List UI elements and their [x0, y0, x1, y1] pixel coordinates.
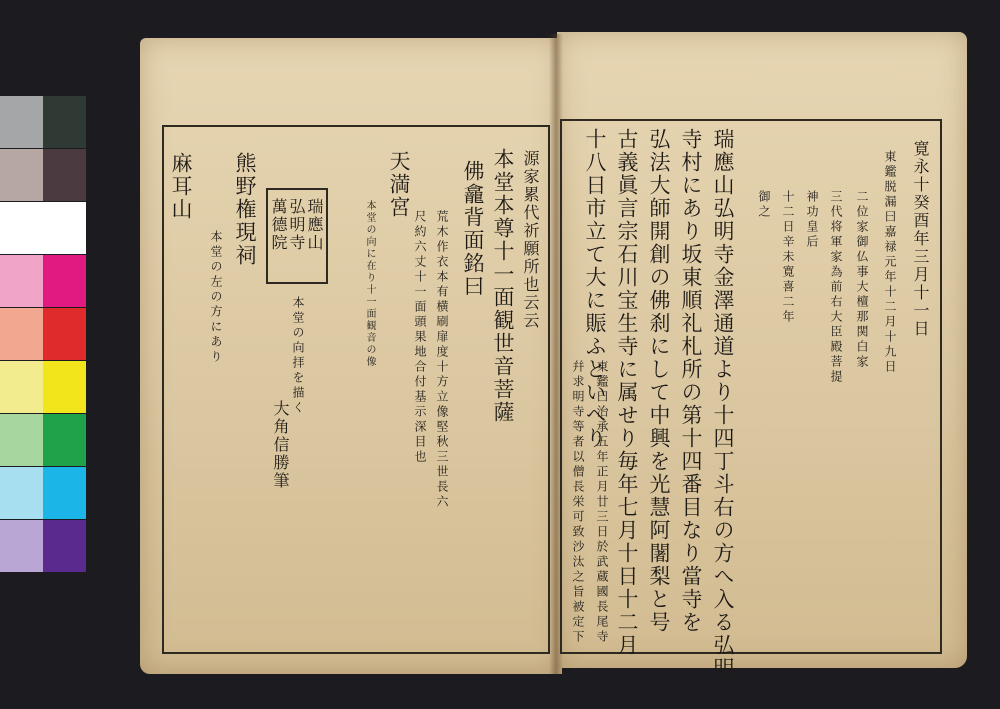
right-page-column: 幷求明寺等者以僧長栄可致沙汰之旨被定下 — [571, 360, 585, 645]
calibration-row — [0, 255, 86, 307]
right-page-column: 寺村にあり坂東順礼札所の第十四番目なり當寺を — [679, 128, 703, 634]
seal-line: 瑞應山 — [305, 198, 324, 252]
left-page-column: 本堂本尊十一面観世音菩薩 — [491, 148, 515, 424]
color-calibration-chart — [0, 96, 86, 573]
calibration-swatch — [43, 361, 86, 413]
calibration-swatch — [43, 414, 86, 466]
left-page-column: 源家累代祈願所也云云 — [521, 150, 540, 330]
left-page-column: 尺約六丈十一面頭果地合付基示深目也 — [413, 210, 427, 465]
calibration-row — [0, 467, 86, 519]
left-page-column: 麻耳山 — [169, 152, 193, 221]
calibration-swatch — [0, 520, 43, 572]
right-page-column: 東鑑脱漏曰嘉禄元年十二月十九日 — [883, 150, 897, 375]
calibration-swatch — [43, 520, 86, 572]
calibration-swatch — [0, 467, 43, 519]
calibration-swatch — [43, 96, 86, 148]
right-page-column: 東鑑曰治承五年正月廿三日於武蔵國長尾寺 — [595, 360, 609, 645]
right-page-column: 十二日辛未寛喜二年 — [781, 190, 795, 325]
calibration-row — [0, 149, 86, 201]
calibration-swatch — [43, 255, 86, 307]
calibration-swatch — [43, 149, 86, 201]
right-page-date-header: 寛永十癸酉年三月十一日 — [911, 140, 930, 338]
calibration-row — [0, 361, 86, 413]
left-page-column: 本堂の左の方にあり — [209, 230, 223, 365]
calibration-swatch — [0, 96, 43, 148]
calibration-swatch — [43, 308, 86, 360]
calibration-swatch — [0, 255, 43, 307]
calibration-swatch — [0, 414, 43, 466]
right-page-column: 十八日市立て大に賑ふといへり — [583, 128, 607, 450]
right-page-column: 瑞應山弘明寺金澤通道より十四丁斗右の方へ入る弘明 — [711, 128, 735, 680]
right-page-column: 三代将軍家為前右大臣殿菩提 — [829, 190, 843, 385]
temple-name-seal — [266, 188, 328, 284]
seal-line: 弘明寺 — [287, 198, 306, 252]
calibration-row — [0, 520, 86, 572]
right-page-column: 弘法大師開創の佛刹にして中興を光慧阿闍梨と号 — [647, 128, 671, 634]
calibration-swatch — [43, 467, 86, 519]
calibration-swatch — [43, 202, 86, 254]
calibration-swatch — [0, 202, 43, 254]
right-page-column: 二位家御仏事大檀那関白家 — [855, 190, 869, 370]
calibration-row — [0, 308, 86, 360]
calibration-row — [0, 202, 86, 254]
left-page-column: 佛龕背面銘曰 — [461, 160, 485, 298]
left-page-column: 本堂の向に在り十一面観音の像 — [364, 200, 375, 368]
right-page-column: 神功皇后 — [805, 190, 819, 250]
calibration-swatch — [0, 149, 43, 201]
right-page-column: 古義眞言宗石川宝生寺に属せり毎年七月十日十二月 — [615, 128, 639, 657]
artist-credit: 大角信勝筆 — [271, 400, 290, 490]
calibration-swatch — [0, 308, 43, 360]
calibration-swatch — [0, 361, 43, 413]
seal-line: 萬德院 — [269, 198, 288, 252]
right-page-column: 御之 — [757, 190, 771, 220]
left-page-column: 荒木作衣本有横刷扉度十方立像堅秋三世長六 — [435, 210, 449, 510]
calibration-row — [0, 96, 86, 148]
illustration-caption: 本堂の向拝を描く — [291, 296, 305, 416]
left-page-column: 熊野権現祠 — [233, 152, 257, 267]
calibration-row — [0, 414, 86, 466]
left-page-column: 天満宮 — [387, 150, 411, 219]
